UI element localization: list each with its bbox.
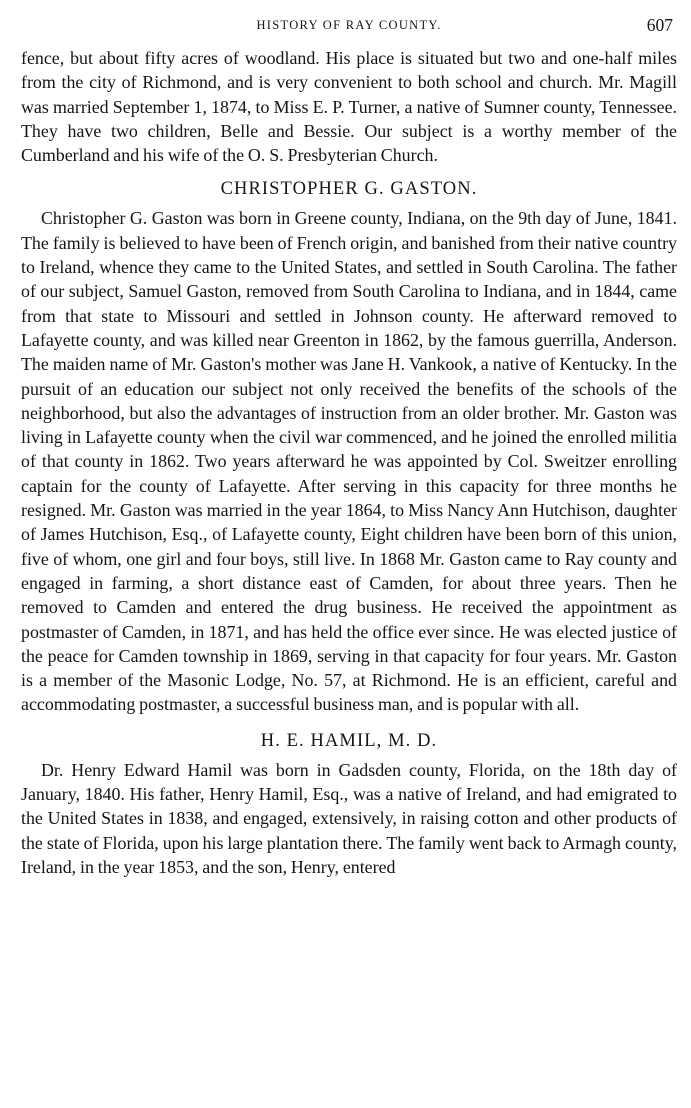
body-text [21, 46, 677, 879]
section-heading-gaston: CHRISTOPHER G. GASTON. [220, 179, 478, 200]
biography-paragraph-hamil: Dr. Henry Edward Hamil was born in Gadsden county, Florida, on the 18th day of January, 1840. His father, Henry Hamil, Esq., was a native of Ireland, and had emigrated to the United States in 1838, and engaged, extensively, in raising cotton and other products of the state of Florida, upon his large plantation there. The family went back to Armagh county, Ireland, in the year 1853, and the son, Henry, entered [21, 759, 677, 877]
page-number: 607 [646, 15, 673, 35]
biography-paragraph-gaston: Christopher G. Gaston was born in Greene county, Indiana, on the 9th day of June, 1841. The family is believed to have been of French origin, and banished from their native country to Ireland, whence they came to the United States, and settled in South Carolina. The father of our subject, Samuel Gaston, removed from South Carolina to Indiana, and in 1844, came from that state to Missouri and settled in Johnson county. He afterward removed to Lafayette county, and was killed near Greenton in 1862, by the famous guerrilla, Anderson. The maiden name of Mr. Gaston's mother was Jane H. Vankook, a native of Kentucky. In the pursuit of an education our subject not only received the benefits of the schools of the neighborhood, but also the advantages of instruction from an older brother. Mr. Gaston was living in Lafayette county when the civil war commenced, and he joined the enrolled militia of that county in 1862. Two years afterward he was appointed by Col. Sweitzer enrolling captain for the county of Lafayette. After serving in this capacity for three months he resigned. Mr. Gaston was married in the year 1864, to Miss Nancy Ann Hutchison, daughter of James Hutchison, Esq., of Lafayette county, Eight children have been born of this union, five of whom, one girl and four boys, still live. In 1868 Mr. Gaston came to Ray county and engaged in farming, a short distance east of Camden, for about three years. Then he removed to Camden and entered the drug business. He received the appointment as postmaster of Camden, in 1871, and has held the office ever since. He was elected justice of the peace for Camden township in 1869, serving in that capacity for four years. Mr. Gaston is a member of the Masonic Lodge, No. 57, at Richmond. He is an efficient, careful and accommodating postmaster, a successful business man, and is popular with all. [21, 208, 677, 715]
running-header [21, 12, 677, 38]
continued-paragraph: fence, but about fifty acres of woodland. His place is situated but two and one-half miles from the city of Richmond, and is very convenient to both school and church. Mr. Magill was married September 1, 1874, to Miss E. P. Turner, a native of Sumner county, Tennessee. They have two children, Belle and Bessie. Our subject is a worthy member of the Cumberland and his wife of the O. S. Presbyterian Church. [21, 48, 677, 166]
running-title: HISTORY OF RAY COUNTY. [256, 18, 442, 32]
section-heading-hamil: H. E. HAMIL, M. D. [260, 730, 438, 751]
